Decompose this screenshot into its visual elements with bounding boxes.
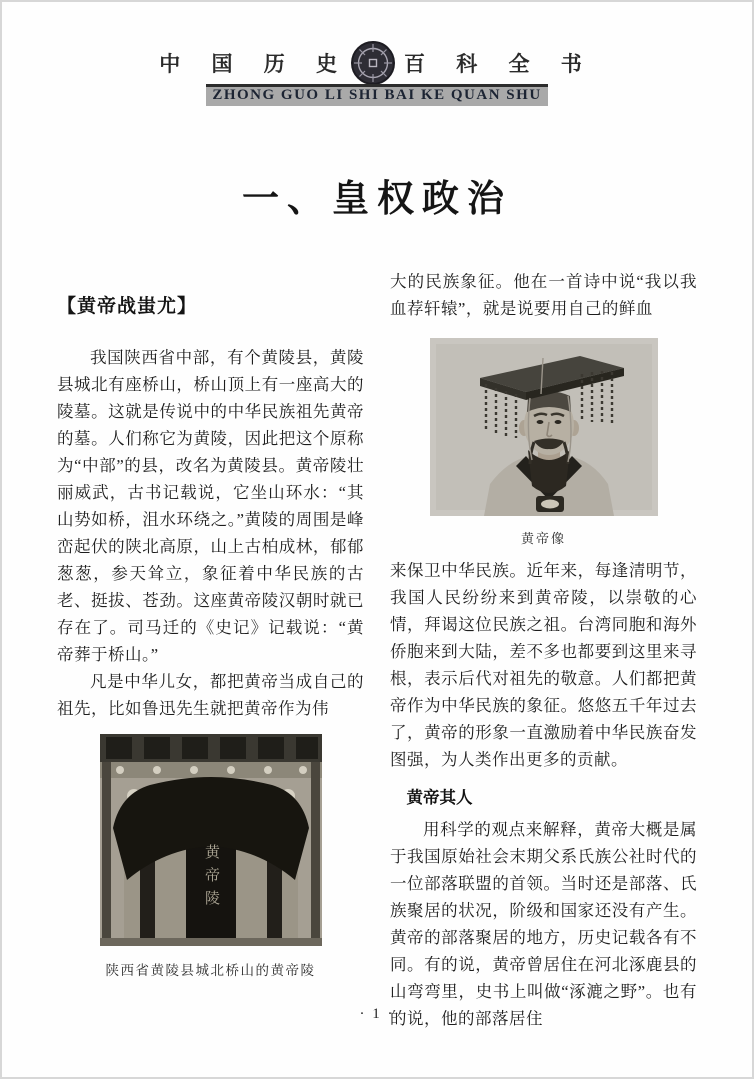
book-title-left: 中 国 历 史 <box>159 52 350 76</box>
portrait-figure <box>390 338 697 547</box>
paragraph: 用科学的观点来解释，黄帝大概是属于我国原始社会末期父系氏族公社时代的一位部落联盟的首领。当时还是部落、氏族聚居的状况，阶级和国家还没有产生。黄帝的部落聚居的地方，历史记载各有不同。有的说，黄帝曾居住在河北涿鹿县的山弯弯里，史书上叫做“涿漉之野”。也有的说，他的部落居住 <box>390 820 697 1028</box>
left-column <box>57 263 364 1032</box>
paragraph: 我国陕西省中部，有个黄陵县，黄陵县城北有座桥山，桥山顶上有一座高大的陵墓。这就是传说中的中华民族祖先黄帝的墓。人们称它为黄陵，因此把这个原称为“中部”的县，改名为黄陵县。黄帝陵壮丽威武，古书记载说，它坐山环水：“其山势如桥，沮水环绕之。”黄陵的周围是峰峦起伏的陕北高原，山上古柏成林，郁郁葱葱，参天耸立，象征着中华民族的古老、挺拔、苍劲。这座黄帝陵汉朝时就已存在了。司马迁的《史记》记载说：“黄帝葬于桥山。” <box>57 348 364 664</box>
mausoleum-figure <box>57 734 364 979</box>
seal-logo-icon <box>350 40 396 86</box>
mausoleum-caption: 陕西省黄陵县城北桥山的黄帝陵 <box>105 963 316 978</box>
mausoleum-photo <box>100 734 322 946</box>
text-columns <box>57 263 697 1032</box>
section-heading: 【黄帝战蚩尤】 <box>57 296 198 317</box>
paragraph: 大的民族象征。他在一首诗中说“我以我血荐轩辕”，就是说要用自己的鲜血 <box>390 272 697 318</box>
chapter-title: 一、皇权政治 <box>242 178 512 219</box>
page-number: · 1 · <box>359 1006 395 1022</box>
book-header <box>0 40 754 106</box>
paragraph: 来保卫中华民族。近年来，每逢清明节，我国人民纷纷来到黄帝陵，以崇敬的心情，拜谒这位民族之祖。台湾同胞和海外侨胞来到大陆，差不多也都要到这里来寻根，表示后代对祖先的敬意。人们都把黄帝作为中华民族的象征。悠悠五千年过去了，黄帝的形象一直激励着中华民族奋发图强，为人类作出更多的贡献。 <box>390 561 697 769</box>
sub-heading: 黄帝其人 <box>406 789 473 807</box>
portrait-caption: 黄帝像 <box>520 531 566 546</box>
pinyin-band: ZHONG GUO LI SHI BAI KE QUAN SHU <box>206 84 547 106</box>
paragraph: 凡是中华儿女，都把黄帝当成自己的祖先，比如鲁迅先生就把黄帝作为伟 <box>57 672 364 718</box>
stele-inscription: 黄帝陵 <box>203 844 219 913</box>
right-column <box>390 263 697 1032</box>
book-title-right: 百 科 全 书 <box>404 52 595 76</box>
portrait-photo <box>430 338 658 516</box>
book-title-row <box>0 40 754 86</box>
